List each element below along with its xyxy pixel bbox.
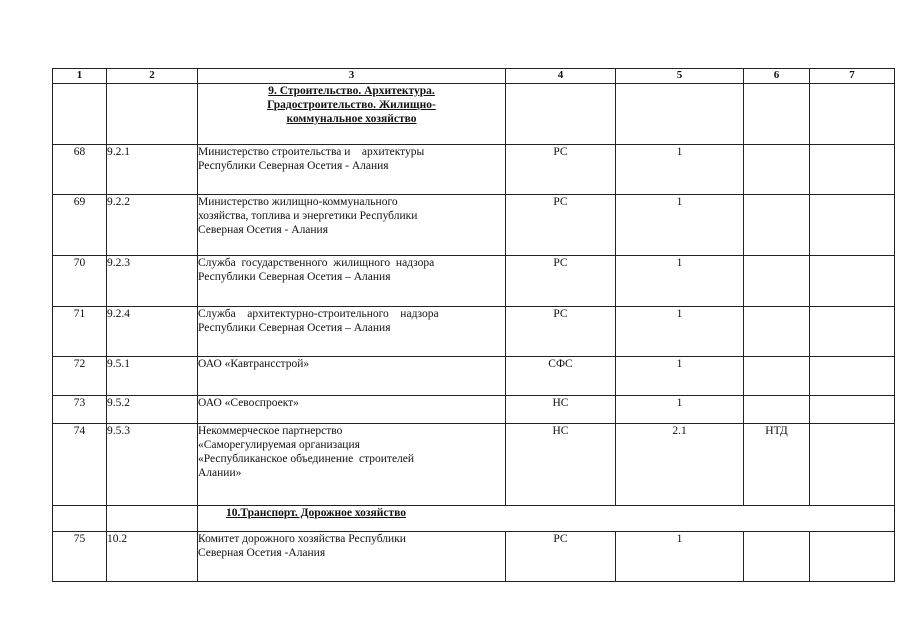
row-col5: 2.1 bbox=[616, 424, 744, 506]
row-col4: НС bbox=[506, 396, 616, 424]
row-number: 68 bbox=[53, 145, 107, 195]
column-header-1: 1 bbox=[53, 69, 107, 84]
column-header-2: 2 bbox=[107, 69, 198, 84]
row-col5: 1 bbox=[616, 195, 744, 256]
row-col4: РС bbox=[506, 195, 616, 256]
row-number: 71 bbox=[53, 307, 107, 357]
table-row bbox=[53, 396, 895, 424]
section-title-line: Градостроительство. Жилищно- bbox=[267, 99, 436, 111]
row-col6 bbox=[744, 145, 810, 195]
row-col5: 1 bbox=[616, 145, 744, 195]
section-row bbox=[53, 506, 895, 532]
column-header-6: 6 bbox=[744, 69, 810, 84]
section-title bbox=[198, 506, 895, 532]
row-col4: СФС bbox=[506, 357, 616, 396]
row-col6 bbox=[744, 256, 810, 307]
table-row bbox=[53, 145, 895, 195]
row-name-line: ОАО «Кавтрансстрой» bbox=[198, 358, 310, 370]
row-number: 72 bbox=[53, 357, 107, 396]
row-col5: 1 bbox=[616, 307, 744, 357]
table-row bbox=[53, 357, 895, 396]
row-col7 bbox=[810, 424, 895, 506]
row-name bbox=[198, 424, 506, 506]
row-name-line: Алании» bbox=[198, 467, 242, 479]
row-col5: 1 bbox=[616, 396, 744, 424]
row-name-line: «Саморегулируемая организация bbox=[198, 439, 360, 451]
section-title-line: 9. Строительство. Архитектура. bbox=[268, 85, 435, 97]
row-name bbox=[198, 532, 506, 582]
row-name-line: Служба архитектурно-строительного надзора bbox=[198, 308, 439, 320]
row-code: 9.5.1 bbox=[107, 357, 198, 396]
row-col7 bbox=[810, 396, 895, 424]
row-number: 73 bbox=[53, 396, 107, 424]
row-code: 9.2.3 bbox=[107, 256, 198, 307]
row-name-line: Некоммерческое партнерство bbox=[198, 425, 343, 437]
row-code: 9.2.4 bbox=[107, 307, 198, 357]
table-row bbox=[53, 256, 895, 307]
row-col6 bbox=[744, 396, 810, 424]
row-name bbox=[198, 195, 506, 256]
table-row bbox=[53, 532, 895, 582]
section-row bbox=[53, 84, 895, 145]
table-row bbox=[53, 195, 895, 256]
section-title-line: 10.Транспорт. Дорожное хозяйство bbox=[226, 507, 407, 519]
row-col4: РС bbox=[506, 307, 616, 357]
row-col7 bbox=[810, 357, 895, 396]
column-header-7: 7 bbox=[810, 69, 895, 84]
row-col6 bbox=[744, 307, 810, 357]
table-cell bbox=[810, 84, 895, 145]
row-col6 bbox=[744, 357, 810, 396]
row-number: 69 bbox=[53, 195, 107, 256]
row-col5: 1 bbox=[616, 256, 744, 307]
row-number: 70 bbox=[53, 256, 107, 307]
row-name-line: Республики Северная Осетия - Алания bbox=[198, 160, 389, 172]
row-col7 bbox=[810, 256, 895, 307]
row-name-line: ОАО «Севоспроект» bbox=[198, 397, 299, 409]
section-title bbox=[198, 84, 506, 145]
row-name-line: Служба государственного жилищного надзора bbox=[198, 257, 435, 269]
row-col5: 1 bbox=[616, 357, 744, 396]
row-col7 bbox=[810, 307, 895, 357]
row-name-line: хозяйства, топлива и энергетики Республики bbox=[198, 210, 418, 222]
table-cell bbox=[616, 84, 744, 145]
table-cell bbox=[107, 84, 198, 145]
table-cell bbox=[744, 84, 810, 145]
table-row bbox=[53, 424, 895, 506]
column-header-4: 4 bbox=[506, 69, 616, 84]
row-code: 9.2.1 bbox=[107, 145, 198, 195]
registry-table bbox=[52, 68, 895, 582]
row-col5: 1 bbox=[616, 532, 744, 582]
row-code: 9.5.3 bbox=[107, 424, 198, 506]
row-name-line: Республики Северная Осетия – Алания bbox=[198, 322, 391, 334]
header-row bbox=[53, 69, 895, 84]
row-number: 75 bbox=[53, 532, 107, 582]
row-col4: РС bbox=[506, 145, 616, 195]
row-name-line: Министерство жилищно-коммунального bbox=[198, 196, 398, 208]
row-name bbox=[198, 145, 506, 195]
row-name-line: Республики Северная Осетия – Алания bbox=[198, 271, 391, 283]
table-cell bbox=[506, 84, 616, 145]
row-name-line: Северная Осетия -Алания bbox=[198, 547, 326, 559]
column-header-5: 5 bbox=[616, 69, 744, 84]
row-code: 9.2.2 bbox=[107, 195, 198, 256]
table-cell bbox=[107, 506, 198, 532]
row-col7 bbox=[810, 145, 895, 195]
row-col4: РС bbox=[506, 532, 616, 582]
row-col4: НС bbox=[506, 424, 616, 506]
row-name-line: «Республиканское объединение строителей bbox=[198, 453, 415, 465]
row-code: 9.5.2 bbox=[107, 396, 198, 424]
table-cell bbox=[53, 506, 107, 532]
row-number: 74 bbox=[53, 424, 107, 506]
section-title-line: коммунальное хозяйство bbox=[286, 113, 417, 125]
table-row bbox=[53, 307, 895, 357]
row-col6: НТД bbox=[744, 424, 810, 506]
row-col6 bbox=[744, 532, 810, 582]
row-name-line: Министерство строительства и архитектуры bbox=[198, 146, 425, 158]
row-name bbox=[198, 256, 506, 307]
row-code: 10.2 bbox=[107, 532, 198, 582]
row-name bbox=[198, 307, 506, 357]
row-name bbox=[198, 357, 506, 396]
row-name-line: Комитет дорожного хозяйства Республики bbox=[198, 533, 406, 545]
row-col7 bbox=[810, 532, 895, 582]
row-name-line: Северная Осетия - Алания bbox=[198, 224, 329, 236]
row-col7 bbox=[810, 195, 895, 256]
table-cell bbox=[53, 84, 107, 145]
row-col6 bbox=[744, 195, 810, 256]
row-name bbox=[198, 396, 506, 424]
row-col4: РС bbox=[506, 256, 616, 307]
column-header-3: 3 bbox=[198, 69, 506, 84]
